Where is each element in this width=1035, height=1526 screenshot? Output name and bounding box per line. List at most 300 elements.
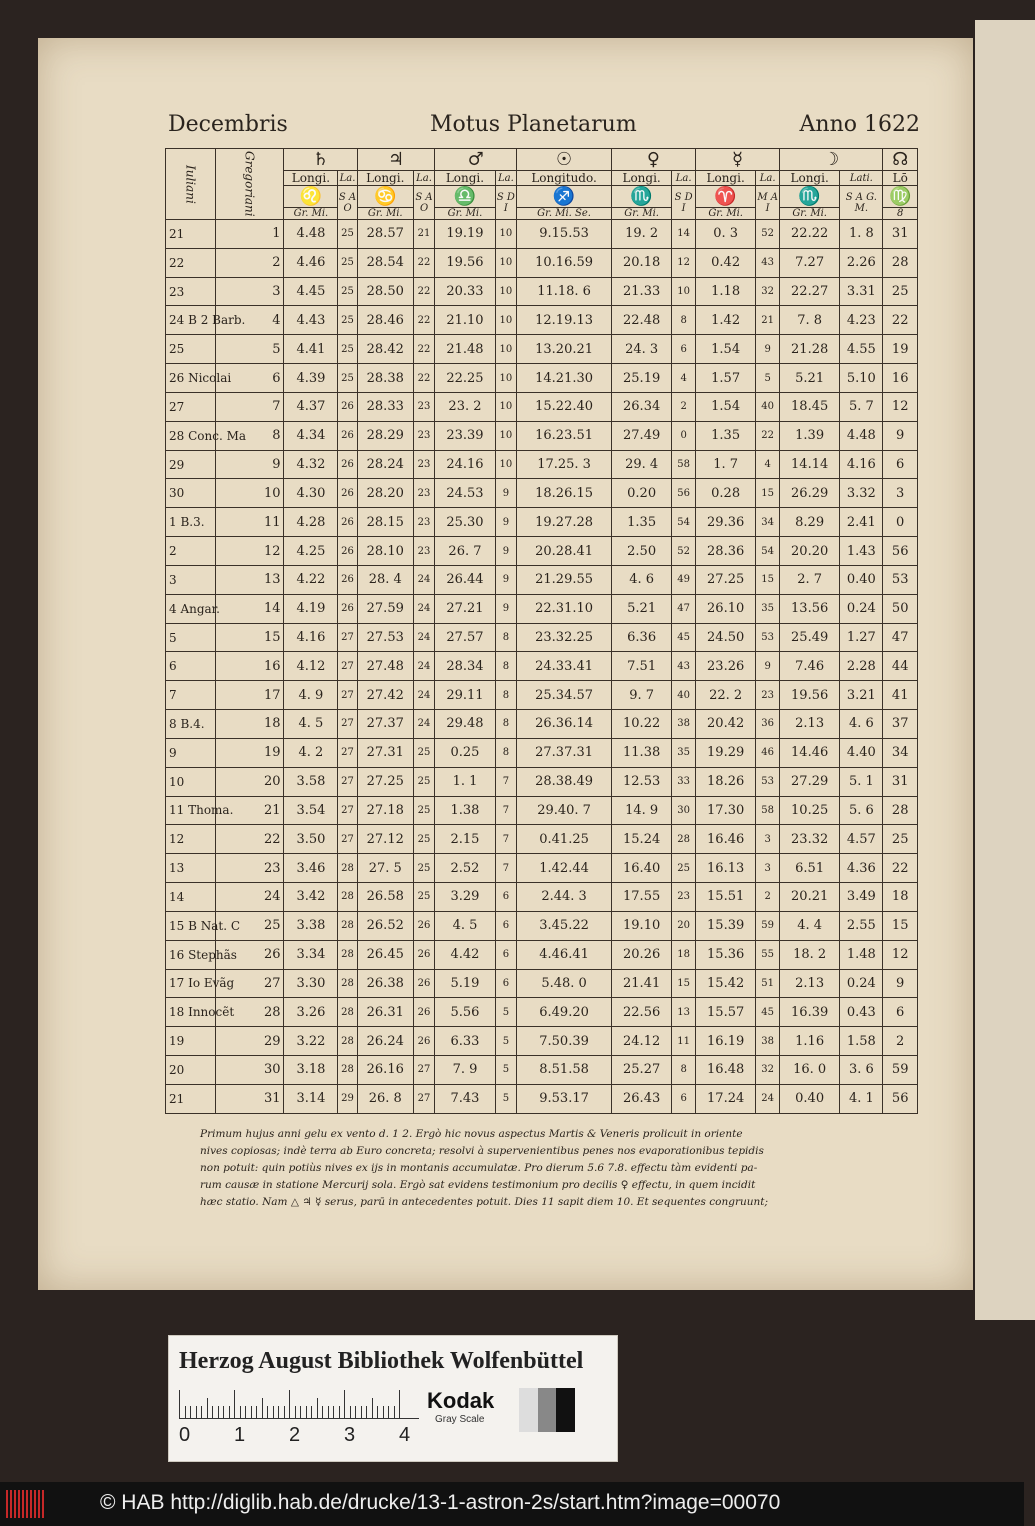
ruler-tick xyxy=(300,1406,301,1418)
table-cell: 2 xyxy=(166,537,216,566)
table-cell: 7.50.39 xyxy=(517,1027,612,1056)
table-cell: 28 xyxy=(338,911,357,940)
table-cell: 4.37 xyxy=(284,392,338,421)
table-cell: 3.14 xyxy=(284,1084,338,1113)
table-cell: 11 xyxy=(215,508,284,537)
table-cell: 0 xyxy=(672,421,696,450)
table-cell: 1.43 xyxy=(840,537,883,566)
planet-symbol: ☊ xyxy=(883,149,918,171)
table-cell: 8.51.58 xyxy=(517,1056,612,1085)
table-cell: 23 xyxy=(756,681,780,710)
zodiac-sign: ♐ xyxy=(517,186,612,208)
ruler-tick xyxy=(223,1406,224,1418)
library-name: Herzog August Bibliothek Wolfenbüttel xyxy=(179,1348,584,1374)
table-cell: 43 xyxy=(756,248,780,277)
table-cell: 22 xyxy=(413,277,435,306)
table-cell: 6 xyxy=(215,364,284,393)
table-cell: 25 xyxy=(338,306,357,335)
footnote-line: rum causæ in statione Mercurij sola. Ergò sat evidens testimonium pro decilis ♀ effectu, in quem incidit xyxy=(200,1179,756,1191)
table-cell: 1.54 xyxy=(695,335,755,364)
table-cell: 3 xyxy=(756,825,780,854)
table-cell: 28.38.49 xyxy=(517,767,612,796)
table-cell: 12.19.13 xyxy=(517,306,612,335)
table-cell: 2 xyxy=(883,1027,918,1056)
table-cell: 30 xyxy=(215,1056,284,1085)
table-cell: 6.36 xyxy=(611,623,671,652)
table-cell: 14 xyxy=(215,594,284,623)
table-cell: 20.26 xyxy=(611,940,671,969)
table-cell: 24 xyxy=(413,681,435,710)
table-cell: 28.20 xyxy=(357,479,413,508)
latitude-direction: M A I xyxy=(756,186,780,220)
col-longitude: Longi. xyxy=(611,171,671,186)
table-cell: 24 xyxy=(756,1084,780,1113)
table-cell: 18. 2 xyxy=(779,940,839,969)
footer-url[interactable]: © HAB http://diglib.hab.de/drucke/13-1-astron-2s/start.htm?image=00070 xyxy=(100,1491,781,1514)
table-cell: 47 xyxy=(883,623,918,652)
header-title: Motus Planetarum xyxy=(430,112,637,137)
table-cell: 11 xyxy=(672,1027,696,1056)
zodiac-sign: ♏ xyxy=(779,186,839,208)
table-cell: 14.14 xyxy=(779,450,839,479)
table-cell: 28.38 xyxy=(357,364,413,393)
table-cell: 3 xyxy=(166,565,216,594)
table-cell: 20.28.41 xyxy=(517,537,612,566)
table-cell: 19. 2 xyxy=(611,220,671,249)
ruler-tick xyxy=(212,1406,213,1418)
table-cell: 1.35 xyxy=(611,508,671,537)
table-cell: 15 xyxy=(883,911,918,940)
table-cell: 1.38 xyxy=(435,796,495,825)
table-cell: 16.13 xyxy=(695,854,755,883)
table-cell: 20 xyxy=(215,767,284,796)
scale-number: 0 xyxy=(179,1424,191,1446)
table-cell: 31 xyxy=(883,220,918,249)
table-cell: 7 xyxy=(495,767,517,796)
table-cell: 2.50 xyxy=(611,537,671,566)
table-cell: 2.15 xyxy=(435,825,495,854)
table-cell: 26.34 xyxy=(611,392,671,421)
table-cell: 8 xyxy=(672,1056,696,1085)
table-cell: 0.28 xyxy=(695,479,755,508)
table-cell: 1.58 xyxy=(840,1027,883,1056)
table-row xyxy=(166,940,918,969)
table-cell: 3.58 xyxy=(284,767,338,796)
table-cell: 6.49.20 xyxy=(517,998,612,1027)
unit-label: 8 xyxy=(883,208,918,220)
ruler-tick xyxy=(185,1406,186,1418)
table-row xyxy=(166,450,918,479)
ruler-tick xyxy=(344,1390,345,1418)
table-cell: 3.31 xyxy=(840,277,883,306)
table-cell: 27.21 xyxy=(435,594,495,623)
table-row xyxy=(166,306,918,335)
table-cell: 3. 6 xyxy=(840,1056,883,1085)
table-cell: 34 xyxy=(756,508,780,537)
table-cell: 27.57 xyxy=(435,623,495,652)
table-cell: 29.48 xyxy=(435,710,495,739)
table-cell: 10.16.59 xyxy=(517,248,612,277)
table-cell: 28 xyxy=(338,940,357,969)
table-cell: 23 xyxy=(413,537,435,566)
col-latitude: Lati. xyxy=(840,171,883,186)
table-cell: 3.29 xyxy=(435,883,495,912)
table-cell: 27 xyxy=(338,710,357,739)
table-cell: 5.48. 0 xyxy=(517,969,612,998)
table-cell: 29 xyxy=(166,450,216,479)
table-cell: 6 xyxy=(495,911,517,940)
table-cell: 16 xyxy=(883,364,918,393)
table-cell: 17.25. 3 xyxy=(517,450,612,479)
table-cell: 6 xyxy=(883,450,918,479)
table-cell: 25.49 xyxy=(779,623,839,652)
table-row xyxy=(166,883,918,912)
table-cell: 53 xyxy=(756,767,780,796)
table-cell: 5.56 xyxy=(435,998,495,1027)
table-cell: 29.40. 7 xyxy=(517,796,612,825)
ruler-tick xyxy=(317,1398,318,1418)
col-longitude: Longi. xyxy=(779,171,839,186)
table-cell: 8 xyxy=(495,623,517,652)
table-cell: 6 xyxy=(495,969,517,998)
table-cell: 4.19 xyxy=(284,594,338,623)
table-cell: 1.39 xyxy=(779,421,839,450)
table-cell: 28. 4 xyxy=(357,565,413,594)
ruler-tick xyxy=(399,1390,400,1418)
unit-label: Gr. Mi. xyxy=(435,208,495,220)
table-cell: 10 xyxy=(215,479,284,508)
table-cell: 26 xyxy=(338,421,357,450)
ruler-tick xyxy=(284,1406,285,1418)
table-cell: 16.23.51 xyxy=(517,421,612,450)
table-cell: 23 xyxy=(672,883,696,912)
table-cell: 7 xyxy=(215,392,284,421)
unit-label: Gr. Mi. xyxy=(695,208,755,220)
table-row xyxy=(166,1084,918,1113)
table-cell: 45 xyxy=(672,623,696,652)
table-cell: 5 xyxy=(495,1084,517,1113)
table-cell: 40 xyxy=(672,681,696,710)
ruler-tick xyxy=(196,1406,197,1418)
table-cell: 5.21 xyxy=(611,594,671,623)
table-cell: 26.36.14 xyxy=(517,710,612,739)
table-cell: 27 xyxy=(338,738,357,767)
table-row xyxy=(166,537,918,566)
table-cell: 4.30 xyxy=(284,479,338,508)
table-cell: 7. 9 xyxy=(435,1056,495,1085)
table-cell: 23 xyxy=(413,392,435,421)
table-cell: 15.51 xyxy=(695,883,755,912)
table-cell: 6 xyxy=(495,940,517,969)
table-cell: 25.27 xyxy=(611,1056,671,1085)
table-cell: 27.25 xyxy=(695,565,755,594)
table-cell: 14. 9 xyxy=(611,796,671,825)
table-cell: 7.27 xyxy=(779,248,839,277)
table-cell: 1. 7 xyxy=(695,450,755,479)
table-cell: 6 xyxy=(495,883,517,912)
table-cell: 27 xyxy=(338,681,357,710)
table-row xyxy=(166,854,918,883)
table-cell: 20 xyxy=(166,1056,216,1085)
table-cell: 4. 9 xyxy=(284,681,338,710)
table-cell: 9 xyxy=(883,969,918,998)
table-cell: 55 xyxy=(756,940,780,969)
table-cell: 21.10 xyxy=(435,306,495,335)
table-cell: 27 xyxy=(338,623,357,652)
table-cell: 3.34 xyxy=(284,940,338,969)
table-row xyxy=(166,565,918,594)
table-cell: 3.21 xyxy=(840,681,883,710)
table-cell: 12 xyxy=(215,537,284,566)
table-cell: 22. 2 xyxy=(695,681,755,710)
table-cell: 23 xyxy=(413,508,435,537)
unit-label: Gr. Mi. xyxy=(357,208,413,220)
unit-label: Gr. Mi. Se. xyxy=(517,208,612,220)
table-cell: 27.31 xyxy=(357,738,413,767)
table-cell: 25 xyxy=(338,220,357,249)
table-row xyxy=(166,248,918,277)
table-cell: 5. 6 xyxy=(840,796,883,825)
table-cell: 10 xyxy=(495,277,517,306)
table-cell: 10 xyxy=(495,421,517,450)
table-row xyxy=(166,508,918,537)
gray-swatch xyxy=(519,1388,575,1432)
planet-symbol: ☽ xyxy=(779,149,882,171)
ruler-tick xyxy=(256,1406,257,1418)
table-row xyxy=(166,652,918,681)
zodiac-sign: ♌ xyxy=(284,186,338,208)
table-cell: 11.18. 6 xyxy=(517,277,612,306)
table-cell: 4. 5 xyxy=(435,911,495,940)
table-cell: 8 xyxy=(495,681,517,710)
table-cell: 12.53 xyxy=(611,767,671,796)
table-row xyxy=(166,364,918,393)
table-cell: 19 xyxy=(215,738,284,767)
table-cell: 29. 4 xyxy=(611,450,671,479)
table-cell: 22 xyxy=(883,854,918,883)
table-cell: 54 xyxy=(756,537,780,566)
table-cell: 25.34.57 xyxy=(517,681,612,710)
table-cell: 25 xyxy=(413,825,435,854)
table-cell: 25 xyxy=(413,767,435,796)
table-cell: 28 xyxy=(883,796,918,825)
table-cell: 27.37.31 xyxy=(517,738,612,767)
table-cell: 19.10 xyxy=(611,911,671,940)
table-cell: 10.25 xyxy=(779,796,839,825)
ruler-tick xyxy=(333,1406,334,1418)
table-cell: 26.16 xyxy=(357,1056,413,1085)
table-cell: 22 xyxy=(413,364,435,393)
table-cell: 53 xyxy=(756,623,780,652)
table-cell: 58 xyxy=(756,796,780,825)
table-cell: 3.46 xyxy=(284,854,338,883)
table-cell: 4.46 xyxy=(284,248,338,277)
table-cell: 25 xyxy=(413,854,435,883)
table-cell: 3.42 xyxy=(284,883,338,912)
table-cell: 32 xyxy=(756,1056,780,1085)
table-row xyxy=(166,738,918,767)
ruler-tick xyxy=(394,1406,395,1418)
planet-symbol: ☉ xyxy=(517,149,612,171)
table-cell: 9 xyxy=(883,421,918,450)
table-cell: 9 xyxy=(495,479,517,508)
col-julian: Iuliani xyxy=(166,149,216,220)
table-cell: 27 xyxy=(413,1056,435,1085)
table-cell: 26 xyxy=(338,594,357,623)
table-cell: 27.59 xyxy=(357,594,413,623)
footnote-line: Primum hujus anni gelu ex vento d. 1 2. Ergò hic novus aspectus Martis & Veneris prolicuit in oriente xyxy=(200,1128,743,1140)
table-cell: 26.31 xyxy=(357,998,413,1027)
table-cell: 3.32 xyxy=(840,479,883,508)
table-cell: 18 xyxy=(883,883,918,912)
table-cell: 26. 8 xyxy=(357,1084,413,1113)
table-cell: 22.31.10 xyxy=(517,594,612,623)
table-cell: 4.55 xyxy=(840,335,883,364)
table-cell: 27 xyxy=(338,767,357,796)
table-cell: 21.28 xyxy=(779,335,839,364)
table-cell: 22.22 xyxy=(779,220,839,249)
table-cell: 0.40 xyxy=(779,1084,839,1113)
table-cell: 7.43 xyxy=(435,1084,495,1113)
table-cell: 19 xyxy=(883,335,918,364)
table-cell: 56 xyxy=(883,1084,918,1113)
scale-number: 2 xyxy=(289,1424,301,1446)
table-cell: 0.25 xyxy=(435,738,495,767)
ruler-tick xyxy=(245,1406,246,1418)
ruler-tick xyxy=(218,1406,219,1418)
table-cell: 24.53 xyxy=(435,479,495,508)
table-cell: 25 xyxy=(338,364,357,393)
table-cell: 9 xyxy=(215,450,284,479)
table-cell: 1.42.44 xyxy=(517,854,612,883)
table-cell: 3.22 xyxy=(284,1027,338,1056)
ruler-tick xyxy=(355,1406,356,1418)
table-cell: 28 xyxy=(338,1027,357,1056)
table-cell: 4.42 xyxy=(435,940,495,969)
table-cell: 19.56 xyxy=(435,248,495,277)
table-cell: 23 xyxy=(166,277,216,306)
table-cell: 27 xyxy=(338,825,357,854)
latitude-direction: S D I xyxy=(495,186,517,220)
unit-label: Gr. Mi. xyxy=(611,208,671,220)
col-longitude: Longi. xyxy=(695,171,755,186)
table-cell: 2 xyxy=(756,883,780,912)
table-cell: 17 Io Evãg xyxy=(166,969,216,998)
table-cell: 7 xyxy=(166,681,216,710)
table-cell: 21.33 xyxy=(611,277,671,306)
table-cell: 9 xyxy=(495,508,517,537)
table-cell: 59 xyxy=(883,1056,918,1085)
table-cell: 47 xyxy=(672,594,696,623)
col-longitude: Longi. xyxy=(435,171,495,186)
page-header xyxy=(130,112,920,142)
table-cell: 15 xyxy=(215,623,284,652)
table-cell: 28 Conc. Ma xyxy=(166,421,216,450)
planet-symbol: ♂ xyxy=(435,149,517,171)
table-cell: 27.37 xyxy=(357,710,413,739)
table-cell: 14 xyxy=(166,883,216,912)
table-cell: 6.33 xyxy=(435,1027,495,1056)
table-cell: 10 xyxy=(672,277,696,306)
table-row xyxy=(166,710,918,739)
table-cell: 1 B.3. xyxy=(166,508,216,537)
table-row xyxy=(166,421,918,450)
table-cell: 4.28 xyxy=(284,508,338,537)
footer-bar xyxy=(0,1482,1024,1526)
table-cell: 13 xyxy=(672,998,696,1027)
table-cell: 2.26 xyxy=(840,248,883,277)
table-cell: 27 xyxy=(338,796,357,825)
table-cell: 27 xyxy=(215,969,284,998)
header-year: Anno 1622 xyxy=(799,112,920,137)
table-cell: 1. 8 xyxy=(840,220,883,249)
table-cell: 9 xyxy=(756,335,780,364)
unit-label: Gr. Mi. xyxy=(779,208,839,220)
table-cell: 5 xyxy=(215,335,284,364)
table-cell: 9.15.53 xyxy=(517,220,612,249)
table-cell: 13.20.21 xyxy=(517,335,612,364)
table-cell: 10 xyxy=(495,392,517,421)
table-cell: 4.16 xyxy=(284,623,338,652)
table-cell: 56 xyxy=(883,537,918,566)
table-cell: 4. 1 xyxy=(840,1084,883,1113)
table-cell: 25 xyxy=(413,883,435,912)
table-cell: 12 xyxy=(883,940,918,969)
gray-scale-label: Gray Scale xyxy=(435,1414,485,1425)
ruler-tick xyxy=(372,1398,373,1418)
table-cell: 2. 7 xyxy=(779,565,839,594)
table-cell: 21 xyxy=(166,1084,216,1113)
table-cell: 26.58 xyxy=(357,883,413,912)
table-cell: 29 xyxy=(338,1084,357,1113)
table-cell: 28.54 xyxy=(357,248,413,277)
table-cell: 5 xyxy=(495,1056,517,1085)
table-cell: 22 xyxy=(756,421,780,450)
table-cell: 12 xyxy=(166,825,216,854)
table-cell: 1. 1 xyxy=(435,767,495,796)
table-cell: 8 xyxy=(672,306,696,335)
ruler-tick xyxy=(377,1406,378,1418)
latitude-direction: S D I xyxy=(672,186,696,220)
ephemeris-table xyxy=(165,148,918,1114)
table-cell: 4.16 xyxy=(840,450,883,479)
table-cell: 31 xyxy=(215,1084,284,1113)
table-cell: 19.27.28 xyxy=(517,508,612,537)
footnote-line: non potuit: quin potiùs nives ex ijs in montanis accumulatæ. Pro dierum 5.6 7.8. effectu tàm evidenti pa- xyxy=(200,1162,758,1174)
table-cell: 8 B.4. xyxy=(166,710,216,739)
table-cell: 25 xyxy=(338,335,357,364)
table-cell: 28 xyxy=(338,854,357,883)
table-cell: 11 Thoma. xyxy=(166,796,216,825)
table-cell: 34 xyxy=(883,738,918,767)
ruler-tick xyxy=(251,1406,252,1418)
table-cell: 28 xyxy=(338,969,357,998)
table-cell: 32 xyxy=(756,277,780,306)
table-cell: 1.18 xyxy=(695,277,755,306)
table-cell: 5 xyxy=(495,1027,517,1056)
table-cell: 15 xyxy=(756,479,780,508)
table-cell: 53 xyxy=(883,565,918,594)
table-cell: 28.24 xyxy=(357,450,413,479)
table-cell: 29 xyxy=(215,1027,284,1056)
table-cell: 23 xyxy=(413,450,435,479)
ruler-tick xyxy=(289,1390,290,1418)
table-cell: 5 xyxy=(756,364,780,393)
table-cell: 21.29.55 xyxy=(517,565,612,594)
table-cell: 4.36 xyxy=(840,854,883,883)
table-cell: 3 xyxy=(883,479,918,508)
table-cell: 16.19 xyxy=(695,1027,755,1056)
